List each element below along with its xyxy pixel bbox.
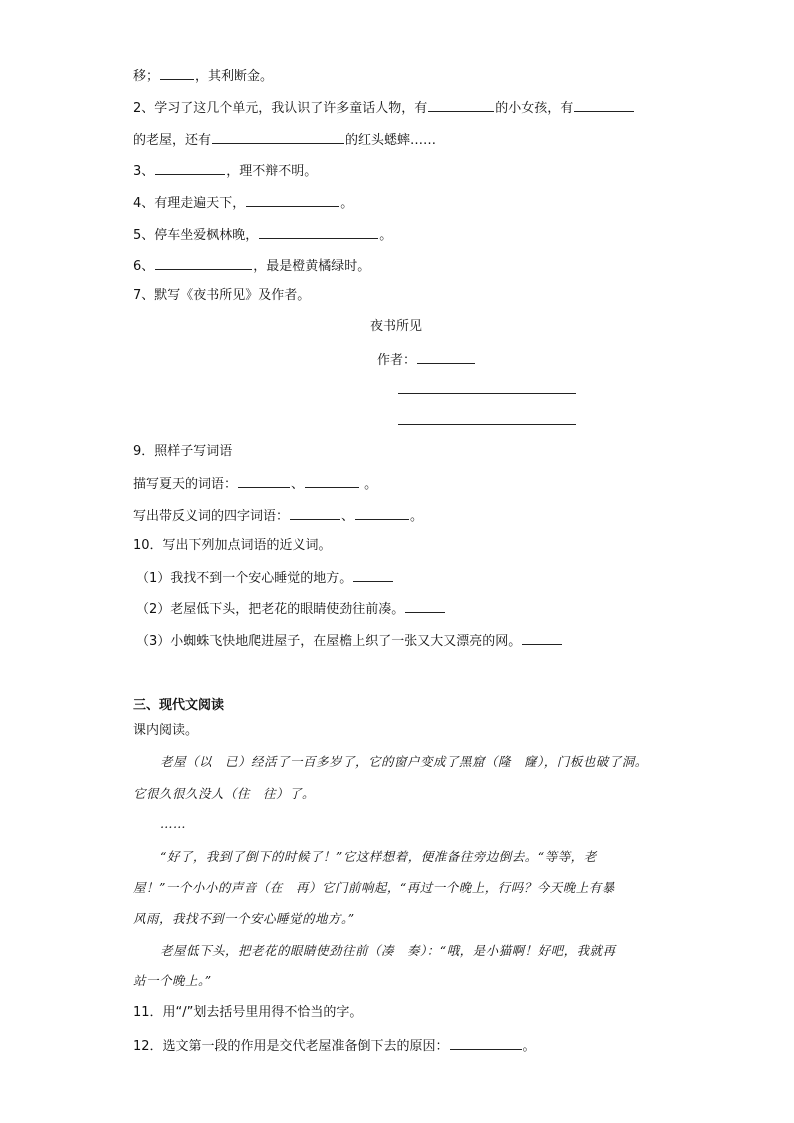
reading-paragraph-1: 老屋（以 已）经活了一百多岁了，它的窗户变成了黑窟（隆 窿），门板也破了洞。: [160, 754, 648, 769]
reading-paragraph-2-cont: 风雨，我找不到一个安心睡觉的地方。”: [133, 911, 355, 926]
answer-blank[interactable]: [428, 98, 494, 112]
answer-blank[interactable]: [353, 568, 393, 582]
question-6: 6、 ，最是橙黄橘绿时。: [133, 256, 370, 276]
answer-blank[interactable]: [290, 506, 340, 520]
question-3: 3、 ，理不辩不明。: [133, 161, 317, 181]
reading-paragraph-1-cont: 它很久很久没人（住 往）了。: [133, 786, 316, 801]
answer-blank[interactable]: [212, 130, 344, 144]
reading-paragraph-3-cont: 站一个晚上。”: [133, 973, 212, 988]
question-2-cont: 的老屋，还有 的红头蟋蟀……: [133, 130, 436, 150]
answer-blank[interactable]: [522, 631, 562, 645]
question-2: 2、学习了这几个单元，我认识了许多童话人物，有 的小女孩，有: [133, 98, 635, 118]
section-3-intro: 课内阅读。: [133, 723, 199, 738]
question-9-line-1: 描写夏天的词语： 、 。: [133, 474, 377, 494]
reading-paragraph-2: “好了，我到了倒下的时候了！”它这样想着，便准备往旁边倒去。“等等，老: [160, 849, 597, 864]
answer-blank[interactable]: [450, 1036, 522, 1050]
answer-blank[interactable]: [238, 474, 290, 488]
question-12: 12．选文第一段的作用是交代老屋准备倒下去的原因： 。: [133, 1036, 536, 1056]
answer-blank[interactable]: [405, 599, 445, 613]
answer-blank[interactable]: [246, 193, 339, 207]
answer-blank[interactable]: [305, 474, 359, 488]
answer-blank[interactable]: [355, 506, 409, 520]
poem-title: 夜书所见: [370, 319, 423, 334]
question-9-line-2: 写出带反义词的四字词语： 、 。: [133, 506, 423, 526]
question-7: 7、默写《夜书所见》及作者。: [133, 288, 311, 303]
question-9: 9．照样子写词语: [133, 444, 233, 459]
reading-paragraph-2-cont: 屋！”一个小小的声音（在 再）它门前响起，“再过一个晚上，行吗？今天晚上有暴: [133, 880, 615, 895]
reading-paragraph-3: 老屋低下头，把老花的眼睛使劲往前（凑 奏）：“哦，是小猫啊！好吧，我就再: [160, 943, 616, 958]
answer-blank[interactable]: [259, 225, 378, 239]
question-4: 4、有理走遍天下， 。: [133, 193, 353, 213]
section-3-title: 三、现代文阅读: [133, 698, 225, 713]
question-11: 11．用“/”划去括号里用得不恰当的字。: [133, 1005, 363, 1020]
question-10: 10．写出下列加点词语的近义词。: [133, 538, 332, 553]
answer-blank[interactable]: [160, 66, 194, 80]
reading-ellipsis: ……: [160, 816, 186, 831]
answer-blank[interactable]: [155, 256, 252, 270]
question-10-item: （3）小蜘蛛飞快地爬进屋子，在屋檐上织了一张又大又漂亮的网。: [136, 631, 563, 651]
question-10-item: （1）我找不到一个安心睡觉的地方。: [136, 568, 394, 588]
author-line: 作者：: [377, 350, 476, 370]
poem-line-blank[interactable]: [398, 393, 576, 394]
question-5: 5、停车坐爱枫林晚， 。: [133, 225, 392, 245]
author-blank[interactable]: [417, 350, 475, 364]
answer-blank[interactable]: [574, 98, 634, 112]
q1-tail: 移； ，其利断金。: [133, 66, 273, 86]
answer-blank[interactable]: [155, 161, 225, 175]
poem-line-blank[interactable]: [398, 424, 576, 425]
question-10-item: （2）老屋低下头，把老花的眼睛使劲往前凑。: [136, 599, 446, 619]
